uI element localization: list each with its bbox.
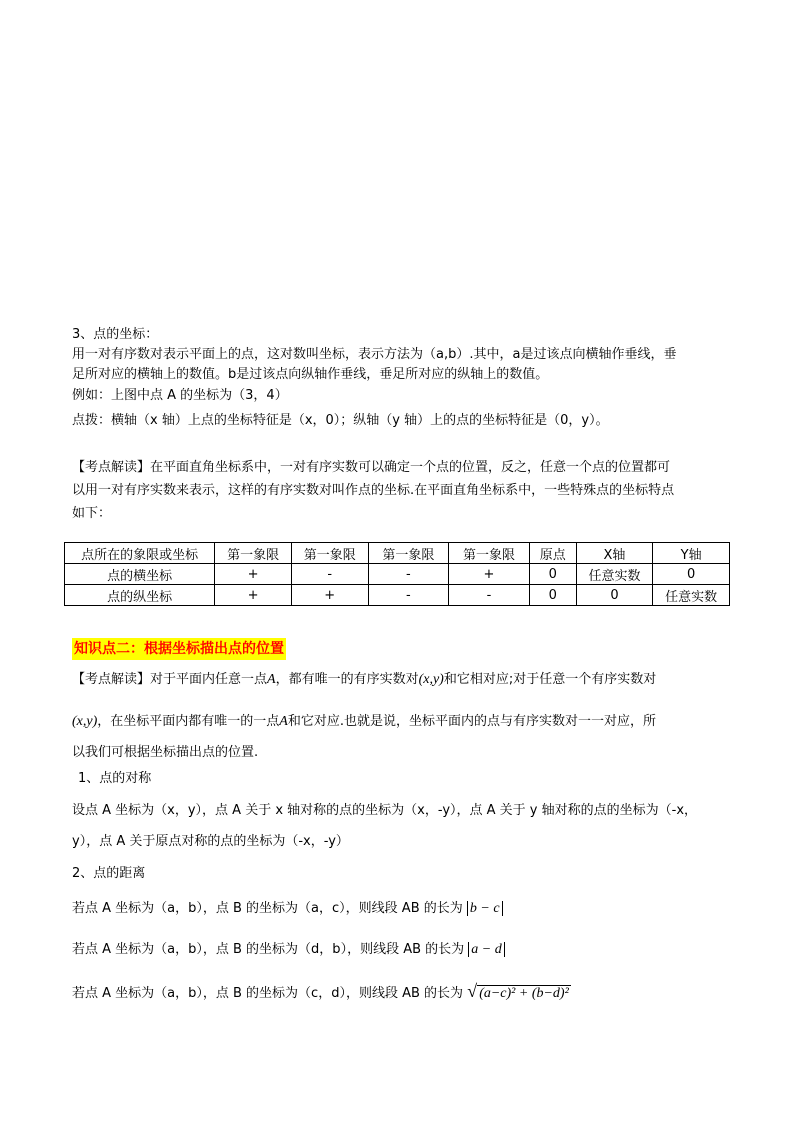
table-cell: 任意实数 — [653, 585, 730, 606]
table-cell: 0 — [529, 564, 576, 585]
symmetry-line: y），点 A 关于原点对称的点的坐标为（-x，-y） — [72, 834, 349, 849]
table-header-cell: Y轴 — [653, 543, 730, 564]
table-header-cell: 第一象限 — [215, 543, 292, 564]
paragraph-line: 用一对有序数对表示平面上的点，这对数叫坐标，表示方法为（a,b）.其中，a是过该点向横轴作垂线，垂 — [72, 347, 677, 362]
text-span: 若点 A 坐标为（a，b），点 B 的坐标为（c，d），则线段 AB 的长为 — [72, 986, 464, 1001]
math-ordered-pair: (x,y) — [72, 714, 98, 729]
text-span: 若点 A 坐标为（a，b），点 B 的坐标为（a，c），则线段 AB 的长为 — [72, 901, 463, 916]
table-cell: + — [215, 564, 292, 585]
text-span: ，都有唯一的有序实数对 — [275, 672, 419, 687]
text-span: 和它相对应;对于任意一个有序实数对 — [443, 672, 657, 687]
kaodian-line — [72, 713, 656, 731]
table-header-cell: 第一象限 — [449, 543, 530, 564]
math-point-a: A — [279, 714, 288, 729]
table-cell: - — [368, 585, 449, 606]
table-header-cell: 第一象限 — [368, 543, 449, 564]
table-cell: + — [449, 564, 530, 585]
symmetry-line: 设点 A 坐标为（x，y），点 A 关于 x 轴对称的点的坐标为（x，-y），点 A 关于 y 轴对称的点的坐标为（-x， — [72, 803, 698, 818]
table-header-cell: 点所在的象限或坐标 — [65, 543, 215, 564]
subsection-heading: 2、点的距离 — [72, 866, 146, 881]
table-row — [65, 585, 730, 606]
subsection-heading: 1、点的对称 — [78, 771, 152, 786]
table-cell: 0 — [576, 585, 653, 606]
table-row — [65, 564, 730, 585]
table-cell: - — [368, 564, 449, 585]
sqrt-expression — [467, 981, 571, 1003]
table-cell: 0 — [653, 564, 730, 585]
tip-line: 点拨：横轴（x 轴）上点的坐标特征是（x，0）；纵轴（y 轴）上的点的坐标特征是（0，y）。 — [72, 413, 609, 428]
table-header-cell: 第一象限 — [291, 543, 368, 564]
kaodian-line: 如下： — [72, 506, 112, 521]
math-point-a: A — [267, 672, 276, 687]
sqrt-radicand: (a−c)² + (b−d)² — [479, 986, 569, 1001]
table-header-cell: 原点 — [529, 543, 576, 564]
example-line: 例如：上图中点 A 的坐标为（3，4） — [72, 388, 288, 403]
distance-line — [72, 900, 503, 918]
kaodian-line: 以我们可根据坐标描出点的位置. — [72, 745, 259, 760]
math-ordered-pair: (x,y) — [418, 672, 444, 687]
table-cell: - — [291, 564, 368, 585]
abs-expression: a − d — [468, 942, 504, 957]
table-cell: - — [449, 585, 530, 606]
section-heading: 3、点的坐标： — [72, 327, 159, 342]
table-cell: 点的纵坐标 — [65, 585, 215, 606]
text-span: 【考点解读】对于平面内任意一点 — [72, 672, 268, 687]
table-cell: 0 — [529, 585, 576, 606]
table-header-row — [65, 543, 730, 564]
abs-expression: b − c — [467, 901, 503, 916]
knowledge-point-title: 知识点二：根据坐标描出点的位置 — [72, 638, 286, 660]
paragraph-line: 足所对应的横轴上的数值。b是过该点向纵轴作垂线，垂足所对应的纵轴上的数值。 — [72, 367, 549, 382]
table-cell: + — [291, 585, 368, 606]
coordinate-sign-table — [64, 542, 730, 606]
kaodian-line: 【考点解读】在平面直角坐标系中，一对有序实数可以确定一个点的位置，反之，任意一个点的位置都可 — [72, 460, 671, 475]
text-span: ，在坐标平面内都有唯一的一点 — [97, 714, 280, 729]
kaodian-line: 以用一对有序实数来表示，这样的有序实数对叫作点的坐标.在平面直角坐标系中，一些特殊点的坐标特点 — [72, 483, 675, 498]
distance-line — [72, 981, 571, 1003]
distance-line — [72, 941, 505, 959]
text-span: 若点 A 坐标为（a，b），点 B 的坐标为（d，b），则线段 AB 的长为 — [72, 942, 465, 957]
table-cell: 任意实数 — [576, 564, 653, 585]
table-cell: + — [215, 585, 292, 606]
table-header-cell: X轴 — [576, 543, 653, 564]
text-span: 和它对应.也就是说，坐标平面内的点与有序实数对一一对应，所 — [287, 714, 656, 729]
table-cell: 点的横坐标 — [65, 564, 215, 585]
sqrt-icon: √ — [467, 981, 478, 1001]
kaodian-line — [72, 671, 656, 689]
